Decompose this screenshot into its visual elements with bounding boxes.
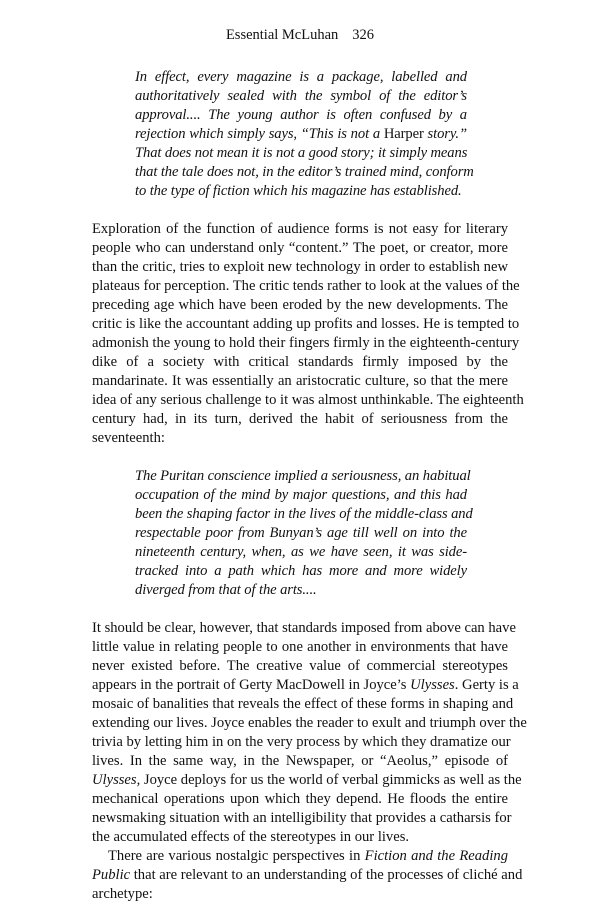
text-span: Joyce deploys for us the world of verbal gimmicks as well as the (140, 772, 522, 788)
quote-line: diverged from that of the arts.... (135, 582, 317, 598)
book-title-ulysses: Ulysses, (92, 772, 141, 788)
paragraph-nostalgic-perspectives (92, 847, 523, 904)
text-line: It should be clear, however, that standards imposed from above can have (92, 620, 516, 636)
text-span: . Gerty is a (454, 677, 519, 693)
text-line: critic is like the accountant adding up profits and losses. He is tempted to (92, 316, 520, 332)
page-number: 326 (352, 27, 375, 43)
running-head (0, 26, 600, 44)
text-line: mechanical operations upon which they depend. He floods the entire (92, 791, 508, 807)
quote-line: nineteenth century, when, as we have seen, it was side- (135, 544, 467, 560)
paragraph-standards (92, 619, 527, 847)
quote-line: respectable poor from Bunyan’s age till well on into the (135, 525, 467, 541)
text-line: extending our lives. Joyce enables the reader to exult and triumph over the (92, 715, 527, 731)
quote-text: story.” (423, 126, 467, 142)
quote-line (135, 125, 467, 144)
text-line (92, 771, 522, 790)
text-line: idea of any serious challenge to it was almost unthinkable. The eighteenth (92, 392, 524, 408)
text-line: dike of a society with critical standards firmly imposed by the (92, 354, 508, 370)
text-line (92, 866, 523, 885)
text-line: little value in relating people to one another in environments that have (92, 639, 508, 655)
book-title-fiction-reading-public: Fiction and the Reading (364, 848, 508, 864)
text-span: There are various nostalgic perspectives in (108, 848, 365, 864)
text-line: plateaus for perception. The critic tends rather to look at the values of the (92, 278, 520, 294)
text-line: the accumulated effects of the stereotypes in our lives. (92, 829, 410, 845)
book-title-ulysses: Ulysses (410, 677, 455, 693)
text-line: mosaic of banalities that reveals the effect of these forms in shaping and (92, 696, 514, 712)
magazine-title: Harper (383, 126, 424, 142)
quote-line: occupation of the mind by major questions, and this had (135, 487, 467, 503)
block-quote-magazine (135, 68, 474, 201)
text-line: mandarinate. It was essentially an aristocratic culture, so that the mere (92, 373, 508, 389)
book-title-fiction-reading-public: Public (92, 867, 131, 883)
quote-line: been the shaping factor in the lives of the middle-class and (135, 506, 473, 522)
text-line (92, 847, 508, 866)
text-line: newsmaking situation with an intelligibility that provides a catharsis for (92, 810, 512, 826)
block-quote-puritan (135, 467, 473, 600)
text-span: that are relevant to an understanding of the processes of cliché and (130, 867, 523, 883)
quote-text: rejection which simply says, “This is not a (135, 126, 384, 142)
text-span: appears in the portrait of Gerty MacDowell in Joyce’s (92, 677, 411, 693)
text-line: seventeenth: (92, 430, 165, 446)
text-line: never existed before. The creative value of commercial stereotypes (92, 658, 508, 674)
quote-line: that the tale does not, in the editor’s trained mind, conform (135, 164, 474, 180)
book-title: Essential McLuhan (225, 27, 339, 43)
quote-line: tracked into a path which has more and more widely (135, 563, 467, 579)
text-line: trivia by letting him in on the very process by which they dramatize our (92, 734, 511, 750)
text-line: than the critic, tries to exploit new technology in order to establish new (92, 259, 508, 275)
quote-line: That does not mean it is not a good story; it simply means (135, 145, 468, 161)
text-line: preceding age which have been eroded by the new developments. The (92, 297, 508, 313)
text-line: archetype: (92, 886, 153, 902)
text-line: lives. In the same way, in the Newspaper, or “Aeolus,” episode of (92, 753, 508, 769)
text-line: century had, in its turn, derived the habit of seriousness from the (92, 411, 508, 427)
text-line (92, 676, 519, 695)
quote-line: to the type of fiction which his magazine has established. (135, 183, 462, 199)
text-line: Exploration of the function of audience forms is not easy for literary (92, 221, 508, 237)
quote-line: The Puritan conscience implied a seriousness, an habitual (135, 468, 471, 484)
paragraph-audience-forms (92, 220, 524, 448)
quote-line: In effect, every magazine is a package, labelled and (135, 69, 467, 85)
text-line: people who can understand only “content.” The poet, or creator, more (92, 240, 508, 256)
quote-line: authoritatively sealed with the symbol of the editor’s (135, 88, 467, 104)
quote-line: approval.... The young author is often confused by a (135, 107, 467, 123)
text-line: admonish the young to hold their fingers firmly in the eighteenth-century (92, 335, 520, 351)
